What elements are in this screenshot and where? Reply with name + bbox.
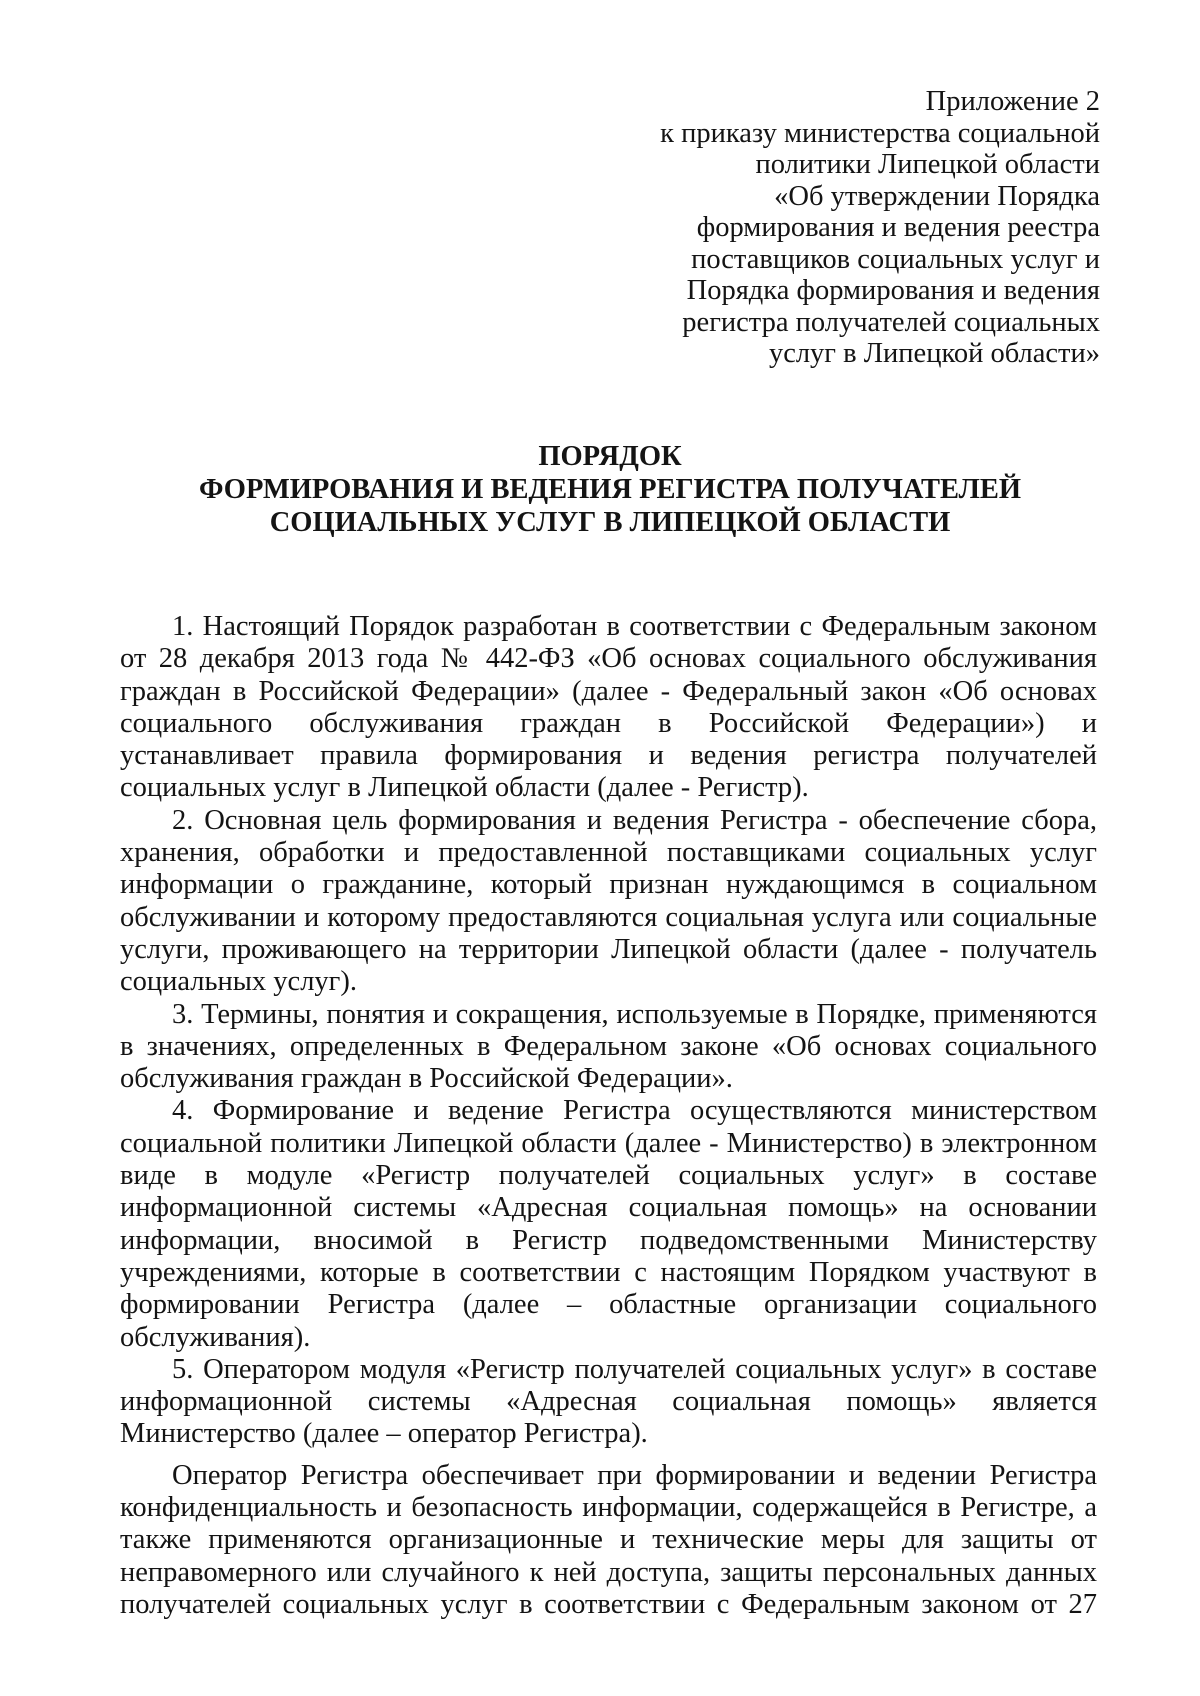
document-title — [120, 440, 1100, 539]
appendix-line: регистра получателей социальных — [682, 306, 1100, 338]
paragraph-1: 1. Настоящий Порядок разработан в соответствии с Федеральным законом от 28 декабря 2013 года № 442-ФЗ «Об основах социального обслуживания граждан в Российской Федерации» (далее - Федеральный закон «Об основах социального обслуживания граждан в Российской Федерации») и устанавливает правила формирования и ведения регистра получателей социальных услуг в Липецкой области (далее - Регистр). — [120, 611, 1097, 804]
paragraph-5: 5. Оператором модуля «Регистр получателей социальных услуг» в составе информационной системы «Адресная социальная помощь» является Министерство (далее – оператор Регистра). — [120, 1353, 1097, 1450]
document-body — [120, 611, 1097, 1621]
paragraph-3: 3. Термины, понятия и сокращения, используемые в Порядке, применяются в значениях, определенных в Федеральном законе «Об основах социального обслуживания граждан в Российской Федерации». — [120, 998, 1097, 1095]
title-line: СОЦИАЛЬНЫХ УСЛУГ В ЛИПЕЦКОЙ ОБЛАСТИ — [269, 507, 951, 538]
title-line: ФОРМИРОВАНИЯ И ВЕДЕНИЯ РЕГИСТРА ПОЛУЧАТЕЛЕЙ — [198, 474, 1022, 505]
appendix-line: Приложение 2 — [925, 86, 1100, 117]
paragraph-operator: Оператор Регистра обеспечивает при формировании и ведении Регистра конфиденциальность и безопасность информации, содержащейся в Регистре, а также применяются организационные и технические меры для защиты от неправомерного или случайного к ней доступа, защиты персональных данных получателей социальных услуг в соответствии с Федеральным законом от 27 — [120, 1459, 1097, 1620]
appendix-line: политики Липецкой области — [755, 149, 1100, 180]
paragraph-4: 4. Формирование и ведение Регистра осуществляются министерством социальной политики Липецкой области (далее - Министерство) в электронном виде в модуле «Регистр получателей социальных услуг» в составе информационной системы «Адресная социальная помощь» на основании информации, вносимой в Регистр подведомственными Министерству учреждениями, которые в соответствии с настоящим Порядком участвуют в формировании Регистра (далее – областные организации социального обслуживания). — [120, 1095, 1097, 1353]
appendix-line: поставщиков социальных услуг и — [691, 243, 1100, 275]
appendix-line: формирования и ведения реестра — [696, 212, 1100, 243]
appendix-line: к приказу министерства социальной — [660, 117, 1100, 149]
appendix-line: услуг в Липецкой области» — [768, 338, 1100, 369]
appendix-header — [540, 86, 1100, 370]
appendix-line: «Об утверждении Порядка — [774, 180, 1100, 212]
paragraph-2: 2. Основная цель формирования и ведения Регистра - обеспечение сбора, хранения, обработки и предоставленной поставщиками социальных услуг информации о гражданине, который признан нуждающимся в социальном обслуживании и которому предоставляются социальная услуга или социальные услуги, проживающего на территории Липецкой области (далее - получатель социальных услуг). — [120, 804, 1097, 998]
appendix-line: Порядка формирования и ведения — [686, 275, 1100, 306]
title-line: ПОРЯДОК — [538, 441, 682, 472]
